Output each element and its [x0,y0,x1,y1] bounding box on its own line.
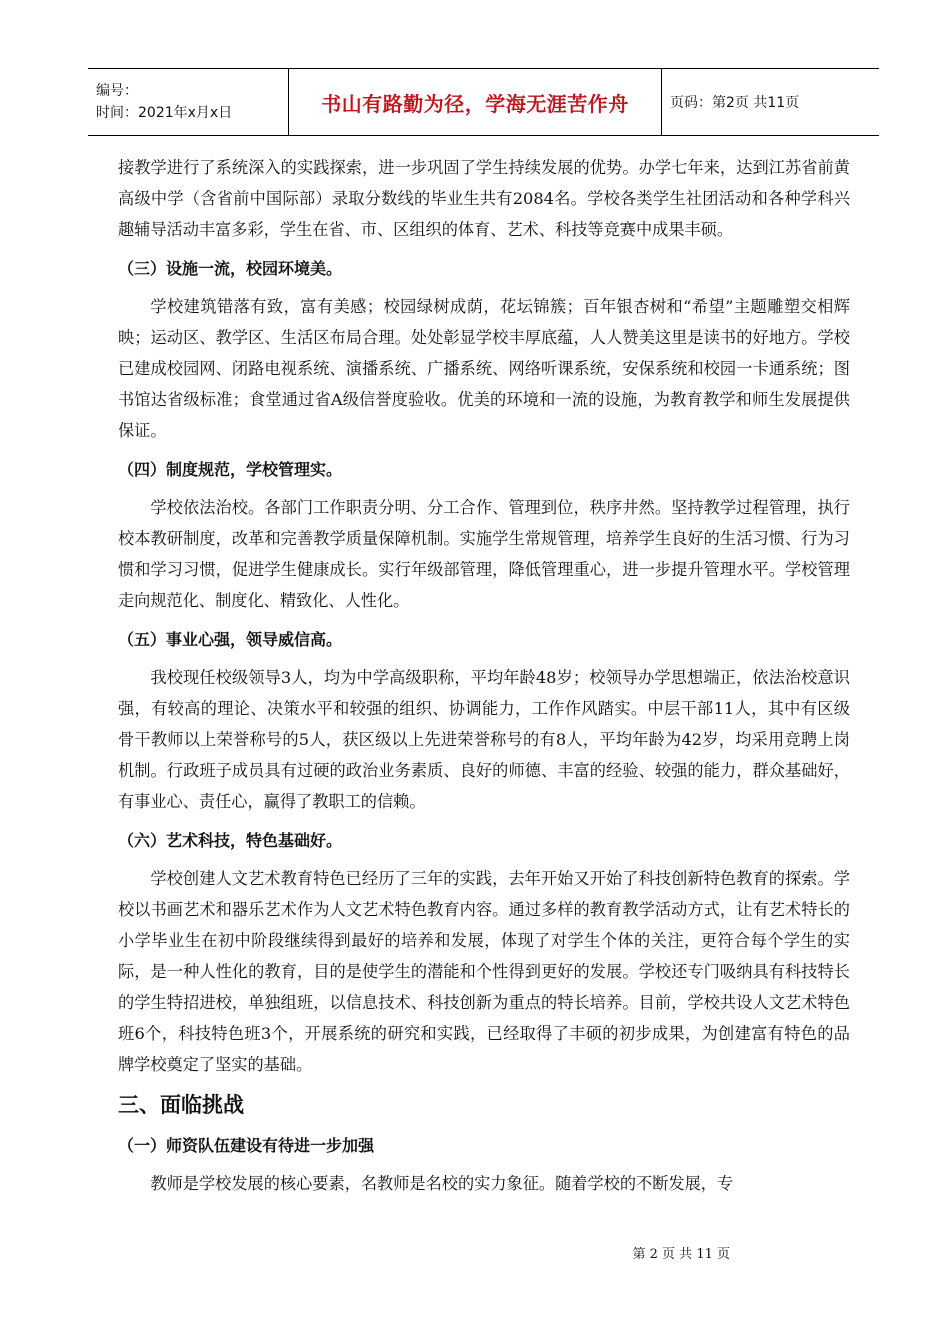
paragraph: 学校创建人文艺术教育特色已经历了三年的实践，去年开始又开始了科技创新特色教育的探索。学校以书画艺术和器乐艺术作为人文艺术特色教育内容。通过多样的教育教学活动方式，让有艺术特长的小学毕业生在初中阶段继续得到最好的培养和发展，体现了对学生个体的关注，更符合每个学生的实际，是一种人性化的教育，目的是使学生的潜能和个性得到更好的发展。学校还专门吸纳具有科技特长的学生特招进校，单独组班，以信息技术、科技创新为重点的特长培养。目前，学校共设人文艺术特色班6个，科技特色班3个，开展系统的研究和实践，已经取得了丰硕的初步成果，为创建富有特色的品牌学校奠定了坚实的基础。 [118,869,850,1074]
section-heading: （三）设施一流，校园环境美。 [118,259,343,278]
paragraph: 教师是学校发展的核心要素，名教师是名校的实力象征。随着学校的不断发展，专 [150,1174,734,1193]
document-body [118,152,850,1199]
header-page-cell [662,69,879,135]
paragraph: 接教学进行了系统深入的实践探索，进一步巩固了学生持续发展的优势。办学七年来，达到江苏省前黄高级中学（含省前中国际部）录取分数线的毕业生共有2084名。学校各类学生社团活动和各种学科兴趣辅导活动丰富多彩，学生在省、市、区组织的体育、艺术、科技等竞赛中成果丰硕。 [118,158,850,239]
section-heading: （一）师资队伍建设有待进一步加强 [118,1136,375,1155]
page-footer: 第 2 页 共 11 页 [632,1247,730,1262]
doc-time-label: 时间：2021年x月x日 [96,105,233,121]
header-meta [88,69,288,135]
header-page-label: 页码：第2页 共11页 [670,95,800,111]
section-heading: （五）事业心强，领导威信高。 [118,630,343,649]
section-heading: （六）艺术科技，特色基础好。 [118,831,343,850]
chapter-heading: 三、面临挑战 [118,1093,244,1117]
header-motto-cell [288,69,662,135]
page-header [88,68,879,136]
section-heading: （四）制度规范，学校管理实。 [118,460,343,479]
header-motto: 书山有路勤为径，学海无涯苦作舟 [321,91,629,116]
paragraph: 学校建筑错落有致，富有美感；校园绿树成荫，花坛锦簇；百年银杏树和“希望”主题雕塑交相辉映；运动区、教学区、生活区布局合理。处处彰显学校丰厚底蕴，人人赞美这里是读书的好地方。学校已建成校园网、闭路电视系统、演播系统、广播系统、网络听课系统，安保系统和校园一卡通系统；图书馆达省级标准；食堂通过省A级信誉度验收。优美的环境和一流的设施，为教育教学和师生发展提供保证。 [118,297,850,440]
doc-number-label: 编号： [96,83,138,99]
paragraph: 我校现任校级领导3人，均为中学高级职称，平均年龄48岁；校领导办学思想端正，依法治校意识强，有较高的理论、决策水平和较强的组织、协调能力，工作作风踏实。中层干部11人，其中有区级骨干教师以上荣誉称号的5人，获区级以上先进荣誉称号的有8人，平均年龄为42岁，均采用竞聘上岗机制。行政班子成员具有过硬的政治业务素质、良好的师德、丰富的经验、较强的能力，群众基础好，有事业心、责任心，赢得了教职工的信赖。 [118,668,850,811]
paragraph: 学校依法治校。各部门工作职责分明、分工合作、管理到位，秩序井然。坚持教学过程管理，执行校本教研制度，改革和完善教学质量保障机制。实施学生常规管理，培养学生良好的生活习惯、行为习惯和学习习惯，促进学生健康成长。实行年级部管理，降低管理重心，进一步提升管理水平。学校管理走向规范化、制度化、精致化、人性化。 [118,498,850,610]
